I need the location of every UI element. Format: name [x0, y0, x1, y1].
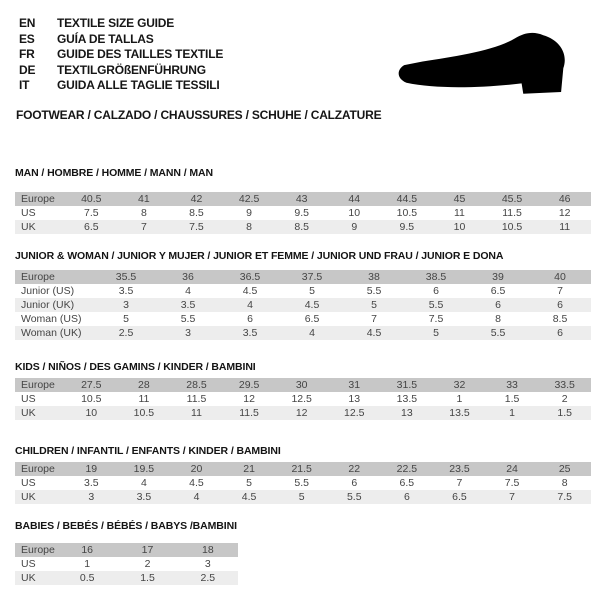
size-cell: 8.5: [294, 221, 309, 233]
size-cell: 3.5: [136, 491, 152, 503]
table-row: [15, 406, 591, 420]
size-cell: 17: [141, 544, 154, 556]
language-row: [19, 47, 223, 63]
size-cell: 7: [371, 313, 377, 325]
size-cell: 5: [433, 327, 439, 339]
size-cell: 5: [123, 313, 129, 325]
size-cell: 6: [433, 285, 439, 297]
size-cell: 25: [558, 463, 571, 475]
size-cell: 13: [348, 393, 361, 405]
language-row: [19, 63, 223, 79]
size-cell: 30: [295, 379, 308, 391]
size-cell: 3.5: [83, 477, 99, 489]
size-cell: 20: [190, 463, 203, 475]
size-cell: 5.5: [346, 491, 362, 503]
size-cell: 1.5: [504, 393, 520, 405]
size-cell: 11: [559, 221, 571, 233]
size-cell: 4.5: [241, 491, 257, 503]
language-label: TEXTILE SIZE GUIDE: [57, 16, 175, 30]
row-label: Europe: [21, 193, 55, 205]
size-cell: 6: [557, 327, 563, 339]
size-cell: 33.5: [554, 379, 575, 391]
row-label: Junior (UK): [21, 299, 75, 311]
size-cell: 10.5: [133, 407, 155, 419]
language-code: ES: [19, 31, 35, 46]
size-cell: 10.5: [81, 393, 102, 405]
section-junior-woman: [15, 250, 591, 340]
language-label: TEXTILGRÖßENFÜHRUNG: [57, 62, 206, 77]
table-row: [15, 312, 591, 326]
size-cell: 31: [348, 379, 361, 391]
size-cell: 42: [190, 193, 203, 205]
table-row: [15, 298, 591, 312]
size-cell: 4.5: [189, 477, 204, 489]
size-table-babies: [15, 543, 238, 585]
size-cell: 10.5: [396, 207, 418, 219]
row-label: Europe: [21, 379, 55, 391]
size-cell: 3.5: [242, 327, 258, 339]
section-title: KIDS / NIÑOS / DES GAMINS / KINDER / BAMBINI: [15, 361, 256, 373]
language-code: IT: [19, 78, 30, 92]
size-cell: 43: [295, 193, 308, 205]
size-cell: 5.5: [428, 299, 444, 311]
table-row: [15, 543, 238, 557]
size-cell: 0.5: [79, 572, 95, 584]
size-cell: 6.5: [83, 221, 99, 233]
size-cell: 21.5: [291, 463, 312, 475]
size-cell: 44.5: [396, 193, 418, 205]
size-cell: 11: [138, 393, 150, 405]
size-table-children: [15, 462, 591, 504]
size-cell: 28.5: [186, 379, 207, 391]
size-cell: 1.5: [557, 407, 572, 419]
language-row: [19, 16, 223, 32]
size-cell: 7: [140, 221, 147, 233]
size-cell: 10.5: [501, 221, 523, 233]
section-kids: [15, 361, 591, 420]
section-babies: [15, 520, 591, 585]
size-cell: 3.5: [118, 285, 134, 297]
size-cell: 11.5: [186, 393, 207, 405]
row-label: UK: [21, 407, 36, 419]
section-children: [15, 445, 591, 504]
size-cell: 16: [81, 544, 93, 556]
row-label: Woman (US): [21, 313, 82, 325]
size-cell: 23.5: [449, 463, 470, 475]
size-cell: 2: [144, 558, 151, 570]
size-cell: 9: [351, 221, 358, 233]
size-cell: 3: [185, 327, 191, 339]
size-cell: 5.5: [294, 477, 309, 489]
row-label: Woman (UK): [21, 327, 82, 339]
size-cell: 13.5: [449, 407, 470, 419]
size-cell: 5: [246, 477, 252, 489]
section-title: CHILDREN / INFANTIL / ENFANTS / KINDER / BAMBINI: [15, 445, 281, 457]
size-cell: 6: [403, 491, 410, 503]
size-cell: 5: [298, 491, 305, 503]
size-cell: 8.5: [189, 207, 204, 219]
size-cell: 7.5: [83, 207, 99, 219]
row-label: Junior (US): [21, 285, 75, 297]
size-cell: 2.5: [118, 327, 134, 339]
size-table-junior-woman: [15, 270, 591, 340]
table-row: [15, 571, 238, 585]
size-cell: 6: [495, 299, 501, 311]
table-row: [15, 206, 591, 220]
size-cell: 11.5: [502, 207, 522, 219]
size-cell: 33: [506, 379, 518, 391]
size-cell: 24: [506, 463, 518, 475]
size-cell: 4.5: [242, 285, 258, 297]
size-cell: 4: [247, 299, 253, 311]
size-cell: 8: [246, 221, 252, 233]
size-table-man: [15, 192, 591, 234]
language-code: FR: [19, 47, 35, 61]
size-cell: 10: [348, 207, 361, 219]
section-title: MAN / HOMBRE / HOMME / MANN / MAN: [15, 167, 213, 179]
size-cell: 21: [243, 463, 255, 475]
size-cell: 4: [140, 477, 147, 489]
size-cell: 4: [193, 491, 200, 503]
row-label: Europe: [21, 271, 55, 283]
size-cell: 8: [140, 207, 147, 219]
size-cell: 7.5: [189, 221, 204, 233]
size-cell: 5.5: [490, 327, 506, 339]
language-label: GUIDE DES TAILLES TEXTILE: [57, 47, 224, 61]
language-code: DE: [19, 62, 36, 77]
size-cell: 39: [492, 271, 504, 283]
size-cell: 5.5: [180, 313, 196, 325]
size-cell: 12: [295, 407, 308, 419]
size-cell: 6: [351, 477, 358, 489]
size-cell: 46: [558, 193, 571, 205]
size-cell: 12: [243, 393, 255, 405]
size-cell: 19.5: [133, 463, 155, 475]
size-cell: 3: [88, 491, 95, 503]
size-cell: 40: [554, 271, 566, 283]
row-label: US: [21, 207, 36, 219]
row-label: US: [21, 477, 36, 489]
section-man: [15, 167, 591, 234]
size-cell: 9: [246, 207, 252, 219]
size-cell: 12.5: [344, 407, 365, 419]
size-cell: 1: [456, 393, 463, 405]
size-cell: 11: [191, 407, 202, 419]
size-cell: 4.5: [304, 299, 320, 311]
size-cell: 5: [371, 299, 377, 311]
size-cell: 8.5: [552, 313, 568, 325]
size-cell: 1: [84, 558, 91, 570]
size-cell: 8: [561, 477, 568, 489]
size-cell: 6.5: [304, 313, 320, 325]
table-row: [15, 462, 591, 476]
language-label: GUIDA ALLE TAGLIE TESSILI: [57, 78, 220, 92]
size-cell: 41: [138, 193, 150, 205]
size-cell: 45.5: [501, 193, 523, 205]
table-row: [15, 220, 591, 234]
size-cell: 9.5: [399, 221, 415, 233]
size-cell: 7: [509, 491, 515, 503]
table-row: [15, 270, 591, 284]
language-code: EN: [19, 16, 36, 30]
language-list: [19, 16, 223, 94]
section-title: BABIES / BEBÉS / BÉBÉS / BABYS /BAMBINI: [15, 520, 237, 532]
size-cell: 31.5: [396, 379, 418, 391]
row-label: US: [21, 393, 36, 405]
size-cell: 35.5: [115, 271, 137, 283]
size-cell: 29.5: [238, 379, 260, 391]
size-cell: 2.5: [200, 572, 216, 584]
size-cell: 28: [138, 379, 150, 391]
size-cell: 6.5: [452, 491, 467, 503]
category-heading: FOOTWEAR / CALZADO / CHAUSSURES / SCHUHE / CALZATURE: [16, 108, 382, 122]
size-cell: 6.5: [490, 285, 506, 297]
table-row: [15, 326, 591, 340]
row-label: US: [21, 558, 36, 570]
size-cell: 4.5: [366, 327, 382, 339]
size-cell: 38: [368, 271, 380, 283]
size-cell: 4: [309, 327, 315, 339]
size-cell: 22.5: [396, 463, 418, 475]
size-cell: 3: [123, 299, 129, 311]
size-cell: 40.5: [81, 193, 102, 205]
size-cell: 6: [557, 299, 563, 311]
size-cell: 44: [348, 193, 361, 205]
size-cell: 8: [495, 313, 501, 325]
size-cell: 12: [558, 207, 571, 219]
row-label: UK: [21, 572, 36, 584]
table-row: [15, 490, 591, 504]
table-row: [15, 192, 591, 206]
row-label: UK: [21, 491, 36, 503]
size-cell: 6: [247, 313, 253, 325]
table-row: [15, 476, 591, 490]
size-cell: 5: [309, 285, 315, 297]
size-cell: 11.5: [239, 407, 259, 419]
size-cell: 36: [182, 271, 194, 283]
table-row: [15, 392, 591, 406]
size-cell: 36.5: [239, 271, 261, 283]
shoe-icon: [397, 31, 575, 95]
size-cell: 1: [509, 407, 515, 419]
size-cell: 45: [453, 193, 466, 205]
size-cell: 12.5: [291, 393, 312, 405]
size-table-kids: [15, 378, 591, 420]
size-cell: 11: [454, 207, 465, 219]
language-row: [19, 78, 223, 94]
size-cell: 10: [453, 221, 466, 233]
size-cell: 4: [185, 285, 191, 297]
size-cell: 7: [456, 477, 463, 489]
size-cell: 37.5: [301, 271, 323, 283]
size-cell: 42.5: [238, 193, 260, 205]
row-label: Europe: [21, 463, 55, 475]
size-cell: 9.5: [294, 207, 309, 219]
size-cell: 10: [85, 407, 98, 419]
table-row: [15, 557, 238, 571]
size-cell: 22: [348, 463, 361, 475]
size-cell: 7.5: [428, 313, 444, 325]
language-row: [19, 32, 223, 48]
size-cell: 32: [453, 379, 466, 391]
row-label: UK: [21, 221, 36, 233]
section-title: JUNIOR & WOMAN / JUNIOR Y MUJER / JUNIOR ET FEMME / JUNIOR UND FRAU / JUNIOR E DONA: [15, 250, 504, 262]
row-label: Europe: [21, 544, 55, 556]
size-cell: 3.5: [180, 299, 196, 311]
size-cell: 13: [401, 407, 413, 419]
language-label: GUÍA DE TALLAS: [57, 31, 154, 46]
size-cell: 6.5: [399, 477, 415, 489]
size-cell: 5.5: [366, 285, 382, 297]
table-row: [15, 284, 591, 298]
size-cell: 38.5: [425, 271, 447, 283]
size-cell: 3: [204, 558, 211, 570]
table-row: [15, 378, 591, 392]
size-cell: 19: [85, 463, 98, 475]
size-cell: 13.5: [396, 393, 418, 405]
size-cell: 7.5: [557, 491, 572, 503]
size-cell: 27.5: [81, 379, 102, 391]
size-cell: 2: [561, 393, 568, 405]
size-cell: 1.5: [140, 572, 155, 584]
size-cell: 18: [201, 544, 214, 556]
size-cell: 7: [557, 285, 563, 297]
size-cell: 7.5: [504, 477, 520, 489]
